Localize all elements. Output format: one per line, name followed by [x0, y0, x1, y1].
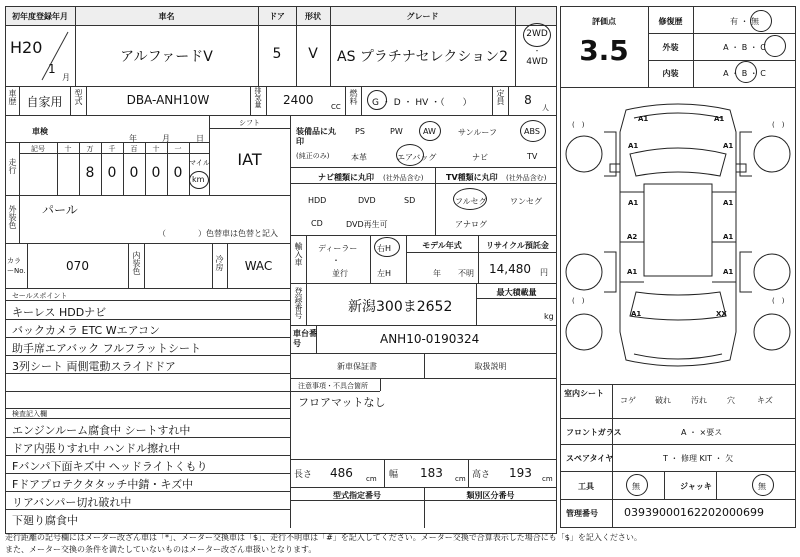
jack-value: 無: [758, 482, 766, 491]
equip-navi: ナビ: [472, 153, 488, 162]
length-cm: cm: [366, 475, 377, 483]
damage-mark-12: XX: [716, 310, 727, 318]
shift-label: シフト: [239, 119, 260, 127]
reg-month: 1: [48, 62, 56, 76]
model-label: 型式: [74, 89, 83, 105]
fuel-label: 燃料: [349, 89, 358, 105]
color-value: パール: [42, 203, 78, 217]
color-note: （ ）色替車は色替と記入: [158, 229, 278, 238]
sales-point-3: 助手席エアバック フルフラットシート: [12, 342, 201, 355]
damage-mark-7: A2: [627, 233, 638, 241]
category: 自家用: [26, 95, 63, 109]
jack-label: ジャッキ: [680, 482, 712, 491]
damage-mark-2: A1: [714, 115, 725, 123]
mileage-unit-header: 十: [64, 145, 72, 153]
damage-mark-5: A1: [628, 199, 639, 207]
shape-label: 形状: [305, 12, 321, 21]
exterior-c-circle: [764, 35, 786, 57]
width-label: 幅: [389, 470, 399, 480]
mileage-unit-header: 百: [130, 145, 138, 153]
equipment-label: 装備品に丸印: [296, 127, 336, 146]
equip-ps: PS: [355, 127, 365, 136]
height-value: 193: [509, 466, 532, 480]
repair-options: 有 ・ 無: [729, 17, 760, 26]
plate-label: 登録番号: [294, 287, 303, 319]
score-label: 評価点: [592, 17, 616, 26]
chassis-label: 車台番号: [293, 329, 317, 348]
import-dot: ・: [332, 256, 340, 265]
import-label: 輸入車: [294, 242, 303, 266]
model-year-label: モデル年式: [422, 241, 462, 250]
inspector-line-3: Fバンパ下面キズ中 ヘッドライトくもり: [12, 460, 208, 473]
mileage-label: 走行: [8, 158, 17, 174]
navi-label: ナビ種類に丸印: [318, 173, 374, 182]
displacement: 2400: [283, 93, 314, 107]
height-label: 高さ: [472, 470, 491, 480]
grade-label: グレード: [406, 12, 439, 21]
inspector-line-4: Fドアプロテクタタッチ中錆・キズ中: [12, 478, 194, 491]
paren-right-2: ( ): [772, 297, 785, 305]
equip-abs: ABS: [524, 127, 540, 136]
new-car-warranty: 新車保証書: [337, 362, 377, 371]
recycle-unit: 円: [540, 268, 548, 277]
management-value: 03939000162202000699: [624, 506, 764, 519]
equipment-sub: (純正のみ): [296, 152, 330, 160]
interior-options: A ・ B ・ C: [723, 69, 766, 78]
equip-leather: 本革: [351, 153, 367, 162]
equip-airbag: エアバッグ: [397, 153, 437, 162]
class-number-label: 類別区分番号: [466, 491, 515, 500]
damage-mark-8: A1: [723, 233, 734, 241]
mileage-unit-header: 千: [108, 145, 116, 153]
equip-sunroof: サンルーフ: [458, 128, 497, 137]
tv-label: TV種類に丸印: [446, 173, 498, 182]
car-name: アルファードV: [120, 49, 213, 65]
mileage-unit-header: 万: [86, 145, 94, 153]
mileage-digit: 0: [129, 165, 139, 181]
windshield-label: フロントガラス: [566, 428, 622, 437]
tv-sub: (社外品含む): [506, 174, 547, 182]
inspection-day: 日: [196, 134, 204, 143]
notes-label: 注意事項・不具合箇所: [298, 382, 368, 390]
mileage-unit-header: 十: [152, 145, 160, 153]
model: DBA-ANH10W: [126, 93, 210, 107]
ac-label: 冷房: [215, 255, 224, 271]
damage-mark-3: A1: [628, 142, 639, 150]
damage-mark-4: A1: [723, 142, 734, 150]
owners-manual: 取扱説明: [474, 362, 507, 371]
max-load-label: 最大積載量: [496, 288, 537, 297]
inspection-label: 車検: [32, 127, 48, 136]
color-no-value: 070: [66, 259, 89, 273]
height-cm: cm: [542, 475, 553, 483]
color-no-label: カラーNo.: [7, 257, 26, 275]
import-right: 右H: [377, 244, 392, 253]
damage-mark-9: A1: [627, 268, 638, 276]
capacity-label: 定員: [496, 89, 505, 105]
chassis-value: ANH10-0190324: [380, 332, 480, 346]
damage-mark-11: A1: [631, 310, 642, 318]
reg-month-unit: 月: [62, 73, 70, 82]
sales-points-label: セールスポイント: [12, 292, 68, 300]
grade: AS プラチナセレクション2: [337, 49, 508, 65]
tools-label: 工具: [578, 482, 594, 491]
reg-era: H20: [10, 38, 43, 57]
damage-mark-6: A1: [723, 199, 734, 207]
inspector-line-6: 下廻り腐食中: [12, 514, 78, 527]
inspector-line-5: リアバンパー切れ破れ中: [12, 496, 132, 509]
repair-label: 修復歴: [658, 17, 683, 26]
damage-mark-1: A1: [638, 115, 649, 123]
import-parallel: 並行: [332, 269, 348, 278]
person-unit: 人: [542, 104, 549, 112]
drive-dot: ・: [533, 47, 541, 55]
door-label: ドア: [269, 12, 285, 21]
mileage-symbol-label: 記号: [31, 145, 45, 153]
sheet-opt-hole: 穴: [727, 396, 735, 405]
score-value: 3.5: [579, 34, 629, 67]
equip-aw: AW: [423, 127, 436, 136]
inspection-month: 月: [162, 134, 170, 143]
color-label: 外装色: [8, 205, 17, 229]
sheet-opt-burn: コゲ: [620, 396, 636, 405]
windshield-options: A ・ ×要ス: [681, 428, 723, 437]
import-left: 左H: [377, 269, 392, 278]
footer-line-1: 走行距離の記号欄にはメーター改ざん車は「*」、メーター交換車は「$」、走行不明車は「#」を記入してください。メーター交換で合算表示した場合にも「$」を記入ください。: [5, 533, 642, 542]
mileage-digit: 0: [107, 165, 117, 181]
type-designation-label: 型式指定番号: [333, 491, 381, 500]
equip-tv: TV: [527, 152, 538, 161]
navi-cd: CD: [311, 219, 323, 228]
inspector-line-2: ドア内張りすれ中 ハンドル擦れ中: [12, 442, 181, 455]
exterior-label: 外装: [662, 43, 679, 52]
ac-value: WAC: [244, 259, 273, 273]
tv-oneseg: ワンセグ: [510, 197, 542, 206]
paren-right-1: ( ): [772, 121, 785, 129]
spare-tire-label: スペアタイヤ: [566, 454, 614, 463]
tv-analog: アナログ: [455, 220, 487, 229]
mileage-unit-header: 一: [174, 145, 182, 153]
paren-left-1: ( ): [572, 121, 585, 129]
interior-b-circle: [735, 61, 757, 83]
paren-left-2: ( ): [572, 297, 585, 305]
interior-label: 内装: [662, 69, 679, 78]
mileage-digit: 8: [85, 165, 95, 181]
doors: 5: [272, 46, 282, 62]
category-label: 車歴: [8, 89, 17, 105]
length-label: 長さ: [294, 470, 313, 480]
recycle-value: 14,480: [489, 262, 531, 276]
drive-2wd: 2WD: [526, 29, 548, 39]
sales-point-4: 3列シート 両側電動スライドドア: [12, 360, 176, 373]
damage-mark-10: A1: [723, 268, 734, 276]
navi-sd: SD: [404, 196, 416, 205]
interior-sheet-label: 室内シート: [564, 389, 604, 398]
tv-fullseg: フルセグ: [455, 197, 487, 206]
shape: V: [308, 46, 318, 62]
equip-pw: PW: [390, 127, 403, 136]
navi-hdd: HDD: [308, 196, 327, 205]
width-cm: cm: [455, 475, 466, 483]
recycle-label: リサイクル預託金: [486, 241, 549, 250]
mileage-digit: 0: [173, 165, 183, 181]
car-diagram: [564, 92, 792, 380]
spare-tire-options: T ・ 修理 KIT ・ 欠: [663, 454, 734, 463]
sheet-opt-scratch: キズ: [757, 396, 773, 405]
cc-unit: CC: [331, 103, 341, 111]
sales-point-1: キーレス HDDナビ: [12, 306, 107, 319]
inspection-year: 年: [129, 134, 137, 143]
navi-dvd: DVD: [358, 196, 376, 205]
inspector-label: 検査記入欄: [12, 410, 47, 418]
fuel-options: G ・ D ・ HV ・（ ）: [372, 98, 472, 108]
car-name-label: 車名: [158, 12, 175, 21]
plate-value: 新潟300ま2652: [348, 299, 453, 315]
management-label: 管理番号: [566, 509, 598, 518]
sheet-opt-stain: 汚れ: [691, 396, 707, 405]
repair-none-circle: [750, 10, 772, 32]
tools-value: 無: [632, 482, 640, 491]
interior-color-label: 内装色: [132, 251, 141, 275]
length-value: 486: [330, 466, 353, 480]
notes-value: フロアマットなし: [298, 396, 386, 409]
model-year-unit: 年: [433, 269, 441, 278]
reg-year-label: 初年度登録年月: [12, 12, 68, 21]
mile-label: マイル: [189, 159, 210, 167]
navi-sub: (社外品含む): [383, 174, 424, 182]
drive-4wd: 4WD: [526, 57, 548, 67]
shift-value: IAT: [237, 150, 262, 169]
navi-dvd-play: DVD再生可: [346, 220, 388, 229]
sales-point-2: バックカメラ ETC Wエアコン: [12, 324, 161, 337]
exterior-options: A ・ B ・ C: [723, 43, 766, 52]
sheet-opt-tear: 破れ: [655, 396, 671, 405]
width-value: 183: [420, 466, 443, 480]
footer-line-2: また、メーター交換の条件を満たしていないものはメーター改ざん車扱いとなります。: [5, 545, 317, 554]
capacity: 8: [524, 93, 532, 107]
mileage-digit: 0: [151, 165, 161, 181]
max-load-kg: kg: [544, 312, 554, 321]
model-year-unknown: 不明: [458, 269, 474, 278]
import-dealer: ディーラー: [318, 244, 358, 253]
displacement-label: 排気量: [254, 87, 262, 108]
km-label: km: [192, 175, 205, 184]
inspector-line-1: エンジンルーム腐食中 シートすれ中: [12, 424, 191, 437]
